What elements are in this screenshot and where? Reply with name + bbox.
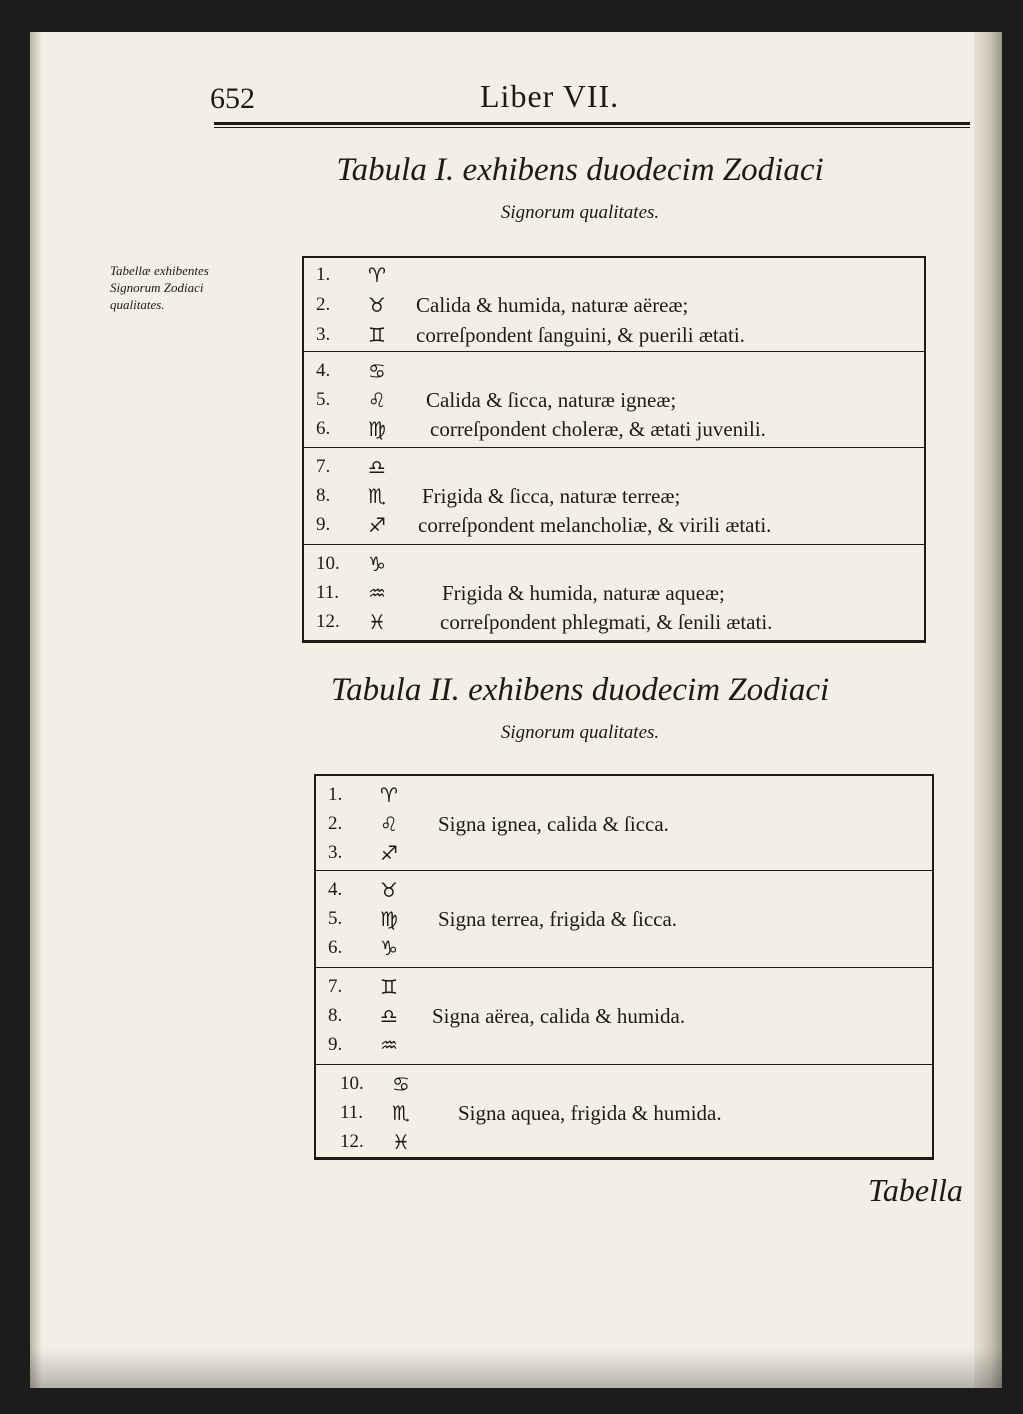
table2-title: Tabula II. exhibens duodecim Zodiaci bbox=[330, 672, 830, 708]
sign-number: 4. bbox=[328, 879, 343, 900]
table2-group bbox=[316, 871, 932, 968]
sign-number: 1. bbox=[316, 264, 331, 285]
table2 bbox=[314, 774, 934, 1160]
sign-number: 3. bbox=[328, 842, 343, 863]
group-quality-text: Frigida & ſicca, naturæ terreæ; bbox=[422, 484, 681, 508]
table1-group bbox=[304, 258, 924, 352]
table2-group bbox=[316, 968, 932, 1065]
capricorn-icon: ♑ bbox=[368, 552, 386, 576]
sign-number: 9. bbox=[328, 1034, 343, 1055]
taurus-icon: ♉ bbox=[368, 293, 386, 317]
aries-icon: ♈ bbox=[380, 783, 398, 807]
sign-number: 5. bbox=[328, 908, 343, 929]
cancer-icon: ♋ bbox=[392, 1072, 410, 1096]
sign-number: 9. bbox=[316, 514, 331, 535]
table2-group bbox=[316, 776, 932, 871]
sign-number: 10. bbox=[316, 553, 340, 574]
taurus-icon: ♉ bbox=[380, 878, 398, 902]
scorpio-icon: ♏ bbox=[392, 1101, 410, 1125]
sign-number: 3. bbox=[316, 324, 331, 345]
libra-icon: ♎ bbox=[368, 455, 386, 479]
sign-number: 7. bbox=[316, 456, 331, 477]
group-correspondence-text: correſpondent melancholiæ, & virili ætati. bbox=[418, 513, 772, 537]
aquarius-icon: ♒ bbox=[368, 581, 386, 605]
capricorn-icon: ♑ bbox=[380, 936, 398, 960]
group-quality-text: Signa terrea, frigida & ſicca. bbox=[438, 907, 678, 931]
sign-number: 8. bbox=[316, 485, 331, 506]
scorpio-icon: ♏ bbox=[368, 484, 386, 508]
running-head: Liber VII. bbox=[480, 78, 620, 114]
group-quality-text: Calida & ſicca, naturæ igneæ; bbox=[426, 388, 677, 412]
page-number: 652 bbox=[210, 82, 255, 115]
group-quality-text: Calida & humida, naturæ aëreæ; bbox=[416, 293, 689, 317]
sign-number: 2. bbox=[328, 813, 343, 834]
group-quality-text: Signa ignea, calida & ſicca. bbox=[438, 812, 669, 836]
margin-note: Tabellæ exhibentes Signorum Zodiaci qualitates. bbox=[110, 263, 209, 312]
gemini-icon: ♊ bbox=[368, 323, 386, 347]
book-page bbox=[30, 32, 1002, 1388]
sagittarius-icon: ♐ bbox=[368, 513, 386, 537]
group-quality-text: Signa aquea, frigida & humida. bbox=[458, 1101, 722, 1125]
group-correspondence-text: correſpondent ſanguini, & puerili ætati. bbox=[416, 323, 745, 347]
sign-number: 7. bbox=[328, 976, 343, 997]
table2-group bbox=[316, 1065, 932, 1157]
sign-number: 1. bbox=[328, 784, 343, 805]
sign-number: 5. bbox=[316, 389, 331, 410]
header-rule-thin bbox=[214, 127, 970, 128]
cancer-icon: ♋ bbox=[368, 359, 386, 383]
pisces-icon: ♓ bbox=[368, 610, 386, 634]
group-quality-text: Frigida & humida, naturæ aqueæ; bbox=[442, 581, 725, 605]
gemini-icon: ♊ bbox=[380, 975, 398, 999]
table1-subtitle: Signorum qualitates. bbox=[500, 202, 660, 223]
group-quality-text: Signa aërea, calida & humida. bbox=[432, 1004, 686, 1028]
libra-icon: ♎ bbox=[380, 1004, 398, 1028]
page-bottom-shadow bbox=[30, 1348, 1002, 1388]
pisces-icon: ♓ bbox=[392, 1130, 410, 1154]
sign-number: 6. bbox=[328, 937, 343, 958]
sign-number: 11. bbox=[340, 1102, 364, 1123]
sign-number: 6. bbox=[316, 418, 331, 439]
table2-subtitle: Signorum qualitates. bbox=[500, 722, 660, 743]
table1-group bbox=[304, 352, 924, 448]
sign-number: 2. bbox=[316, 294, 331, 315]
leo-icon: ♌ bbox=[368, 388, 386, 412]
catchword: Tabella bbox=[868, 1172, 963, 1208]
page-left-edge bbox=[30, 32, 42, 1388]
table1 bbox=[302, 256, 926, 643]
group-correspondence-text: correſpondent choleræ, & ætati juvenili. bbox=[430, 417, 766, 441]
sign-number: 11. bbox=[316, 582, 340, 603]
group-correspondence-text: correſpondent phlegmati, & ſenili ætati. bbox=[440, 610, 773, 634]
virgo-icon: ♍ bbox=[368, 417, 386, 441]
table1-title: Tabula I. exhibens duodecim Zodiaci bbox=[336, 152, 824, 188]
aries-icon: ♈ bbox=[368, 263, 386, 287]
sign-number: 4. bbox=[316, 360, 331, 381]
sign-number: 8. bbox=[328, 1005, 343, 1026]
page-spine-shadow bbox=[974, 32, 1002, 1388]
virgo-icon: ♍ bbox=[380, 907, 398, 931]
leo-icon: ♌ bbox=[380, 812, 398, 836]
sign-number: 12. bbox=[340, 1131, 364, 1152]
table1-group bbox=[304, 545, 924, 640]
aquarius-icon: ♒ bbox=[380, 1033, 398, 1057]
header-rule bbox=[214, 122, 970, 125]
table1-group bbox=[304, 448, 924, 545]
sign-number: 10. bbox=[340, 1073, 364, 1094]
sign-number: 12. bbox=[316, 611, 340, 632]
sagittarius-icon: ♐ bbox=[380, 841, 398, 865]
